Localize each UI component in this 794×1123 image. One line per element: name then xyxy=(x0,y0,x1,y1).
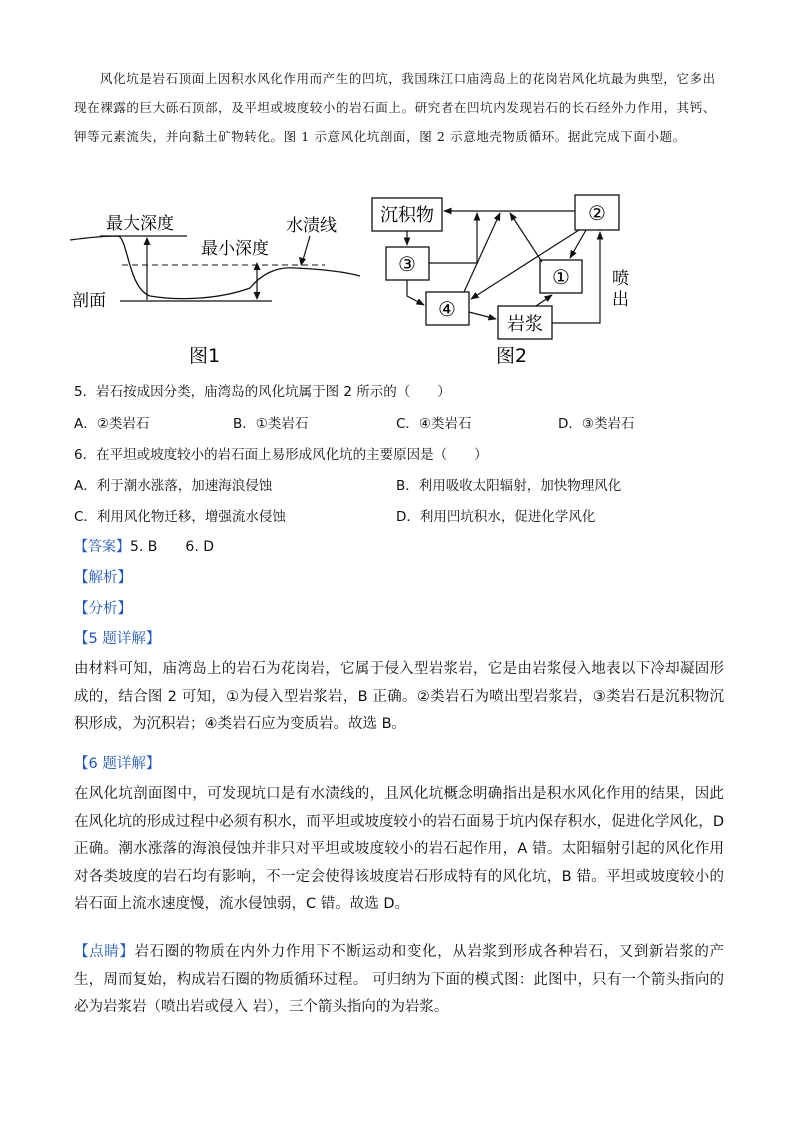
q5-option-d[interactable]: D．③类岩石 xyxy=(558,416,635,432)
fig1-min-depth-arrowhead-top xyxy=(254,262,261,270)
fig2-label-eruption-1: 喷 xyxy=(612,269,629,289)
q5-option-a[interactable]: A．②类岩石 xyxy=(74,416,150,432)
q5-stem: 5．岩石按成因分类，庙湾岛的风化坑属于图 2 所示的（ ） xyxy=(74,384,451,400)
analysis-tag: 【解析】 xyxy=(74,570,132,586)
fig1-label-water-mark: 水渍线 xyxy=(286,216,337,236)
fig2-caption: 图2 xyxy=(496,345,528,367)
q5-explanation: 由材料可知，庙湾岛上的岩石为花岗岩，它属于侵入型岩浆岩，它是由岩浆侵入地表以下冷却凝固形成的，结合图 2 可知，①为侵入型岩浆岩，B 正确。②类岩石为喷出型岩浆岩，③类岩石是沉积物沉积形成，为沉积岩；④类岩石应为变质岩。故选 B。 xyxy=(74,661,724,732)
fig2-label-2: ② xyxy=(588,201,606,225)
dianjing-text: 岩石圈的物质在内外力作用下不断运动和变化，从岩浆到形成各种岩石，又到新岩浆的产生，周而复始，构成岩石圈的物质循环过程。 可归纳为下面的模式图：此图中，只有一个箭头指向的必为岩浆岩（喷出岩或侵入 岩），三个箭头指向的为岩浆。 xyxy=(74,944,725,1015)
q6-explanation: 在风化坑剖面图中，可发现坑口是有水渍线的，且风化坑概念明确指出是积水风化作用的结果，因此在风化坑的形成过程中必须有积水，而平坦或坡度较小的岩石面易于坑内保存积水，促进化学风化，D 正确。潮水涨落的海浪侵蚀并非只对平坦或坡度较小的岩石起作用，A 错。太阳辐射引起的风化作用对各类坡度的岩石均有影响，不一定会使得该坡度岩石形成特有的风化坑，B 错。平坦或坡度较小的岩石面上流水速度慢，流水侵蚀弱，C 错。故选 D。 xyxy=(74,786,724,912)
fig1-label-max-depth: 最大深度 xyxy=(106,214,174,234)
fig1-caption: 图1 xyxy=(189,345,221,367)
fig2-arrow-4-to-top-a xyxy=(464,213,500,292)
q6-option-d[interactable]: D．利用凹坑积水，促进化学风化 xyxy=(396,509,596,525)
q6-option-c[interactable]: C．利用风化物迁移，增强流水侵蚀 xyxy=(74,509,286,525)
q5-detail-tag: 【5 题详解】 xyxy=(74,631,161,647)
figure-1 xyxy=(60,196,360,380)
fig2-label-4: ④ xyxy=(438,297,456,321)
fig2-label-sediment: 沉积物 xyxy=(380,205,434,226)
answer-text: 5. B 6. D xyxy=(130,539,214,555)
dianjing-tag: 【点睛】 xyxy=(74,944,135,960)
q5-option-c[interactable]: C．④类岩石 xyxy=(396,416,472,432)
fig2-label-3: ③ xyxy=(398,252,416,276)
fig2-label-magma: 岩浆 xyxy=(507,314,543,335)
fig2-arrow-1-to-top xyxy=(510,213,542,262)
fig2-arrow-magma-to-1 xyxy=(536,295,552,306)
answer-line xyxy=(74,536,214,556)
q6-option-b[interactable]: B．利用吸收太阳辐射，加快物理风化 xyxy=(396,478,622,494)
fig2-arrow-4-to-magma xyxy=(469,312,496,319)
dianjing-paragraph xyxy=(74,939,724,1022)
fig1-min-depth-arrowhead-bottom xyxy=(254,292,261,300)
fenxi-tag: 【分析】 xyxy=(74,601,132,617)
q6-option-a[interactable]: A．利于潮水涨落，加速海浪侵蚀 xyxy=(74,478,273,494)
answer-tag: 【答案】 xyxy=(74,539,130,555)
fig1-label-section: 剖面 xyxy=(72,291,106,311)
fig2-arrow-3-to-4 xyxy=(407,280,424,305)
q6-detail-tag: 【6 题详解】 xyxy=(74,756,161,772)
fig1-label-min-depth: 最小深度 xyxy=(201,239,269,259)
figure-2 xyxy=(364,188,664,380)
q5-option-b[interactable]: B．①类岩石 xyxy=(233,416,309,432)
fig1-max-depth-arrowhead xyxy=(144,237,151,245)
fig2-label-1: ① xyxy=(552,265,570,289)
q6-stem: 6．在平坦或坡度较小的岩石面上易形成风化坑的主要原因是（ ） xyxy=(74,447,488,463)
intro-paragraph xyxy=(74,64,724,151)
fig2-label-eruption-2: 出 xyxy=(612,290,629,310)
fig1-water-mark-arrow xyxy=(303,236,310,260)
intro-text: 风化坑是岩石顶面上因积水风化作用而产生的凹坑，我国珠江口庙湾岛上的花岗岩风化坑最为典型，它多出现在裸露的巨大砾石顶部，及平坦或坡度较小的岩石面上。研究者在凹坑内发现岩石的长石经外力作用，其钙、钾等元素流失，并向黏土矿物转化。图 1 示意风化坑剖面，图 2 示意地壳物质循环。据此完成下面小题。 xyxy=(74,71,716,144)
